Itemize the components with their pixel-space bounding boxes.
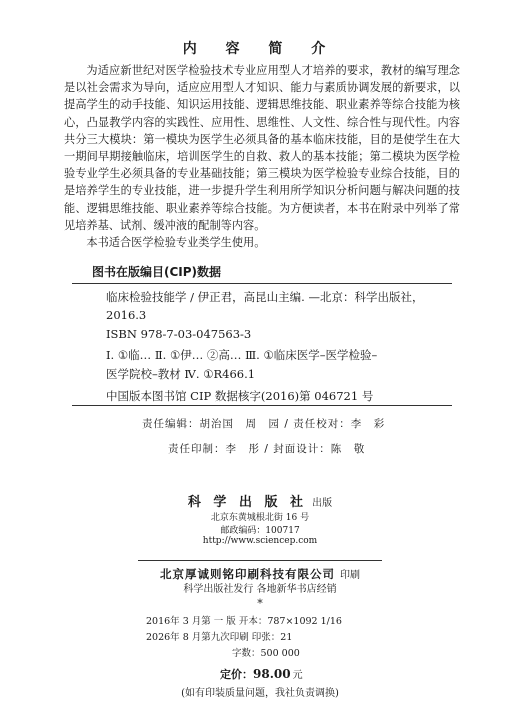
credits-editors: 责任编辑：胡治国 周 园 / 责任校对：李 彩 bbox=[142, 418, 386, 430]
separator-star: * bbox=[257, 597, 263, 610]
cip-record-number: 中国版本图书馆 CIP 数据核字(2016)第 046721 号 bbox=[106, 389, 374, 403]
publisher-name: 科 学 出 版 社 bbox=[187, 495, 307, 510]
word-count: 字数：500 000 bbox=[232, 648, 300, 659]
edition-line: 2016年 3 月第 一 版 开本：787×1092 1/16 bbox=[146, 616, 342, 627]
publisher-line bbox=[0, 491, 520, 510]
summary-paragraph: 为适应新世纪对医学检验技术专业应用型人才培养的要求，教材的编写理念是以社会需求为导向，适应应用型人才知识、能力与素质协调发展的新要求，以提高学生的动手技能、知识运用技能、逻辑思维技能、职业素养等综合技能为核心，凸显教学内容的实践性、应用性、思维性、人文性、综合性与现代性。内容共分三大模块：第一模块为医学生必须具备的基本临床技能，目的是使学生在大一期间早期接触临床，培训医学生的自救、救人的基本技能；第二模块为医学检验专业学生必须具备的专业基础技能；第三模块为医学检验专业综合技能，目的是培养学生的专业技能，进一步提升学生利用所学知识分析问题与解决问题的技能、逻辑思维技能、职业素养等综合技能。为方便读者，本书在附录中列举了常见培养基、试剂、缓冲液的配制等内容。 bbox=[64, 64, 460, 232]
printer-name: 北京厚诚则铭印刷科技有限公司 bbox=[159, 567, 335, 581]
cip-line: 临床检验技能学 / 伊正君，高昆山主编. —北京：科学出版社， bbox=[106, 290, 424, 304]
cip-line: 2016.3 bbox=[106, 308, 147, 322]
postcode: 邮政编码：100717 bbox=[220, 526, 300, 536]
price-value: 98.00 bbox=[253, 667, 291, 681]
website: http://www.sciencep.com bbox=[202, 536, 318, 546]
summary-title: 内 容 简 介 bbox=[182, 41, 338, 57]
printer-suffix: 印刷 bbox=[340, 570, 361, 581]
publisher-rule bbox=[138, 560, 382, 561]
publisher-address: 北京东黄城根北街 16 号 bbox=[210, 513, 310, 523]
print-line: 2026年 8 月第九次印刷 印张：21 bbox=[146, 632, 293, 643]
price-line bbox=[220, 663, 303, 682]
price-unit: 元 bbox=[292, 670, 303, 681]
quality-note: (如有印装质量问题，我社负责调换) bbox=[181, 688, 339, 699]
cip-line: 医学院校–教材 Ⅳ. ①R466.1 bbox=[106, 367, 256, 381]
cip-isbn: ISBN 978-7-03-047563-3 bbox=[106, 327, 252, 341]
cip-bottom-rule bbox=[72, 405, 452, 406]
cip-heading: 图书在版编目(CIP)数据 bbox=[92, 265, 222, 279]
cip-top-rule bbox=[72, 283, 452, 284]
publisher-suffix: 出版 bbox=[312, 498, 333, 509]
summary-paragraph: 本书适合医学检验专业类学生使用。 bbox=[86, 236, 266, 250]
summary-body bbox=[64, 62, 460, 251]
credits-production: 责任印制：李 彤 / 封面设计：陈 敬 bbox=[168, 443, 366, 455]
cip-line: Ⅰ. ①临… Ⅱ. ①伊… ②高… Ⅲ. ①临床医学–医学检验– bbox=[106, 348, 378, 362]
distribution: 科学出版社发行 各地新华书店经销 bbox=[183, 584, 337, 595]
price-label: 定价： bbox=[220, 668, 253, 681]
